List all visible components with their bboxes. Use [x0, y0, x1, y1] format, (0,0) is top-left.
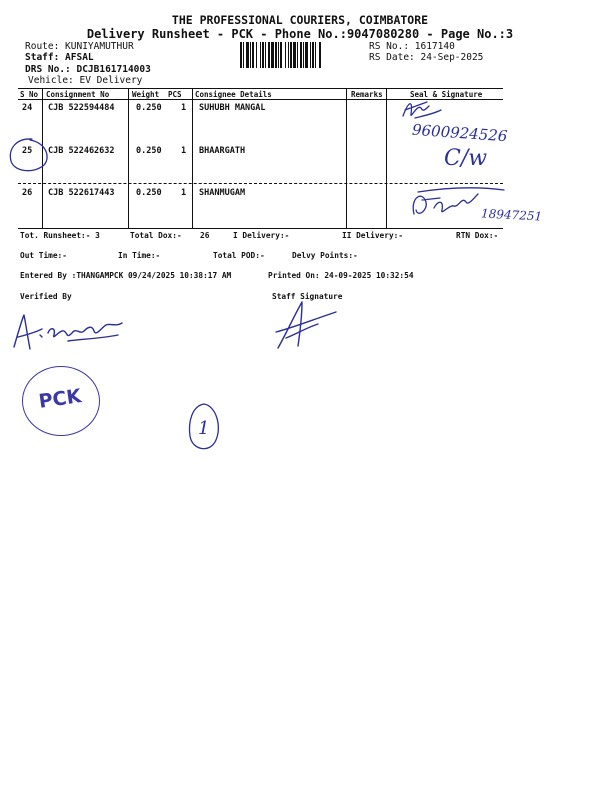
row-pcs: 1	[181, 188, 187, 198]
row-consignee: BHAARGATH	[199, 146, 246, 156]
total-dox-value: 26	[200, 231, 210, 240]
col-header-pcs: PCS	[168, 90, 182, 99]
handwritten-note: C/w	[444, 146, 488, 171]
tot-runsheet: Tot. Runsheet:- 3	[20, 231, 100, 240]
rtn-dox-label: RTN Dox:-	[456, 231, 499, 240]
rs-number: RS No.: 1617140	[369, 41, 455, 52]
col-header-remarks: Remarks	[351, 90, 383, 99]
entered-by: Entered By :THANGAMPCK 09/24/2025 10:38:17 AM	[20, 271, 232, 280]
drs-label: DRS No.: DCJB161714003	[25, 64, 151, 75]
row-weight: 0.250	[136, 146, 162, 156]
handwritten-phone-1: 9600924526	[411, 120, 508, 146]
vehicle-label: Vehicle: EV Delivery	[28, 75, 143, 86]
verified-by-signature	[8, 305, 133, 355]
total-pod-label: Total POD:-	[213, 251, 265, 260]
delvy-points-label: Delvy Points:-	[292, 251, 358, 260]
col-header-consignee: Consignee Details	[195, 90, 272, 99]
i-delivery-label: I Delivery:-	[233, 231, 290, 240]
row-consignment: CJB 522617443	[48, 188, 115, 198]
runsheet-subtitle: Delivery Runsheet - PCK - Phone No.:9047080280 - Page No.:3	[86, 27, 514, 41]
printed-on: Printed On: 24-09-2025 10:32:54	[268, 271, 414, 280]
col-header-consignment: Consignment No	[46, 90, 110, 99]
col-header-seal-signature: Seal & Signature	[410, 90, 483, 99]
row-sno: 26	[22, 188, 33, 198]
row-sno: 25	[22, 146, 33, 156]
staff-signature-label: Staff Signature	[272, 292, 343, 301]
route-label: Route: KUNIYAMUTHUR	[25, 41, 134, 52]
row-consignee: SHANMUGAM	[199, 188, 246, 198]
hand-circle-row-25-mark	[6, 135, 51, 177]
staff-signature-image	[272, 298, 342, 353]
row-consignment: CJB 522462632	[48, 146, 115, 156]
row-pcs: 1	[181, 146, 187, 156]
total-dox-label: Total Dox:-	[130, 231, 182, 240]
row-consignee: SUHUBH MANGAL	[199, 103, 266, 113]
staff-label: Staff: AFSAL	[25, 52, 94, 63]
row-consignment: CJB 522594484	[48, 103, 115, 113]
company-title: THE PROFESSIONAL COURIERS, COIMBATORE	[171, 13, 429, 27]
row-pcs: 1	[181, 103, 187, 113]
pck-stamp-text: PCK	[37, 385, 83, 413]
ii-delivery-label: II Delivery:-	[342, 231, 404, 240]
col-header-weight: Weight	[132, 90, 160, 99]
row-weight: 0.250	[136, 188, 162, 198]
out-time-label: Out Time:-	[20, 251, 67, 260]
row-sno: 24	[22, 103, 33, 113]
in-time-label: In Time:-	[118, 251, 161, 260]
handwritten-page-mark: 1	[198, 418, 210, 439]
handwritten-phone-2: 18947251	[480, 206, 543, 224]
verified-by-label: Verified By	[20, 292, 72, 301]
barcode-image	[240, 42, 364, 68]
rs-date: RS Date: 24-Sep-2025	[369, 52, 484, 63]
col-header-sno: S No	[20, 90, 39, 99]
row-weight: 0.250	[136, 103, 162, 113]
